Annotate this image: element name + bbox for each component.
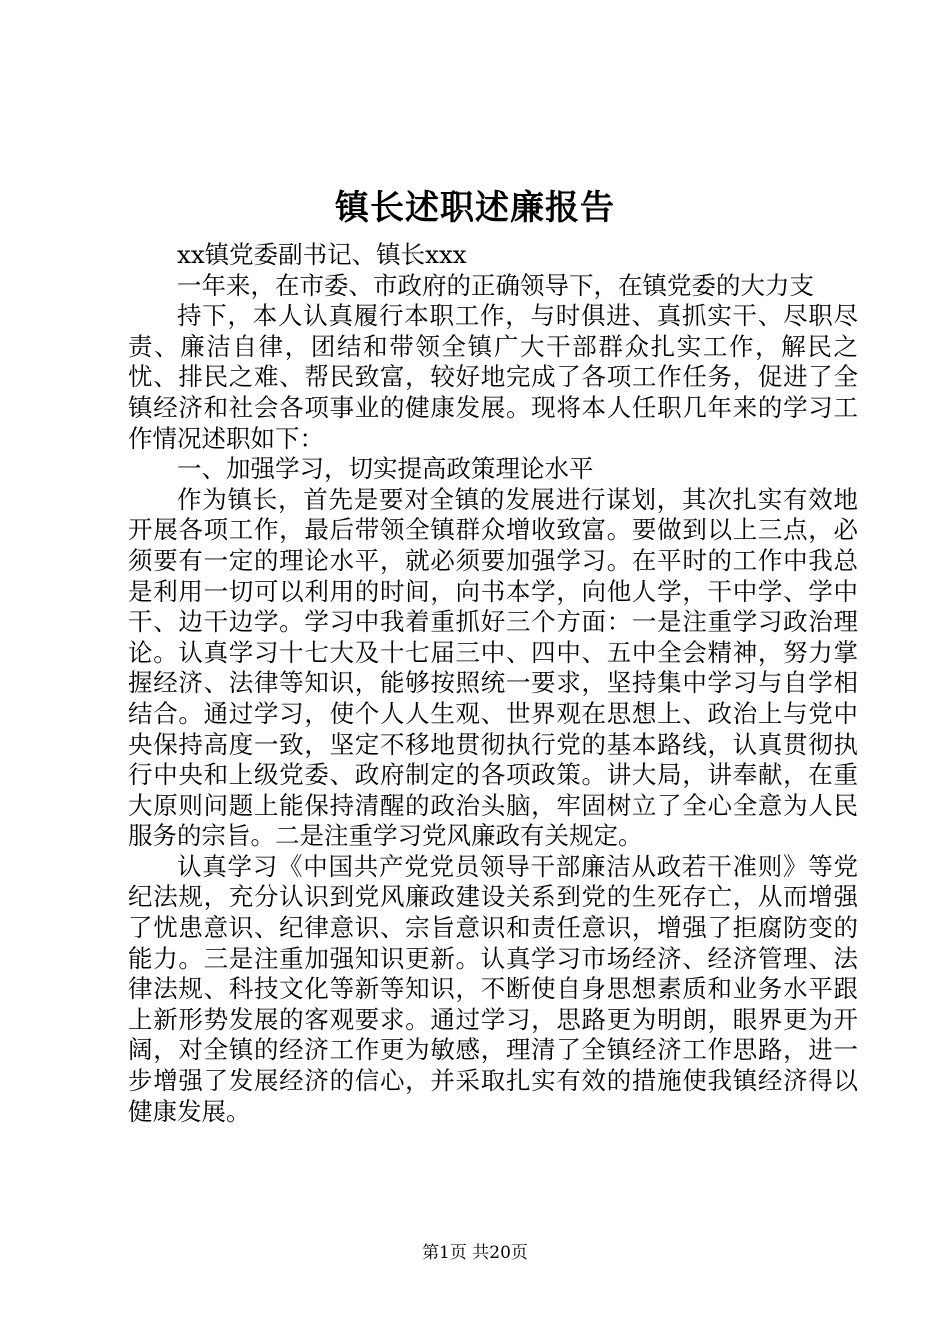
body-paragraph: 认真学习《中国共产党党员领导干部廉洁从政若干准则》等党纪法规，充分认识到党风廉政建设关系到党的生死存亡，从而增强了忧患意识、纪律意识、宗旨意识和责任意识，增强了拒腐防变的能力。三是注重加强知识更新。认真学习市场经济、经济管理、法律法规、科技文化等新等知识，不断使自身思想素质和业务水平跟上新形势发展的客观要求。通过学习，思路更为明朗，眼界更为开阔，对全镇的经济工作更为敏感，理清了全镇经济工作思路，进一步增强了发展经济的信心，并采取扎实有效的措施使我镇经济得以健康发展。 — [128, 851, 858, 1126]
section-heading: 一、加强学习，切实提高政策理论水平 — [177, 454, 594, 484]
page-number-footer: 第1页 共20页 — [422, 1243, 528, 1263]
body-paragraph: 作为镇长，首先是要对全镇的发展进行谋划，其次扎实有效地开展各项工作，最后带领全镇群众增收致富。要做到以上三点，必须要有一定的理论水平，就必须要加强学习。在平时的工作中我总是利用一切可以利用的时间，向书本学，向他人学，干中学、学中干、边干边学。学习中我着重抓好三个方面：一是注重学习政治理论。认真学习十七大及十七届三中、四中、五中全会精神，努力掌握经济、法律等知识，能够按照统一要求，坚持集中学习与自学相结合。通过学习，使个人人生观、世界观在思想上、政治上与党中央保持高度一致，坚定不移地贯彻执行党的基本路线，认真贯彻执行中央和上级党委、政府制定的各项政策。讲大局，讲奉献，在重大原则问题上能保持清醒的政治头脑，牢固树立了全心全意为人民服务的宗旨。二是注重学习党风廉政有关规定。 — [128, 484, 858, 851]
author-line: xx镇党委副书记、镇长xxx — [177, 240, 467, 269]
body-paragraph: 一年来，在市委、市政府的正确领导下，在镇党委的大力支 — [177, 270, 814, 300]
body-paragraph: 持下，本人认真履行本职工作，与时俱进、真抓实干、尽职尽责、廉洁自律，团结和带领全镇广大干部群众扎实工作，解民之忧、排民之难、帮民致富，较好地完成了各项工作任务，促进了全镇经济和社会各项事业的健康发展。现将本人任职几年来的学习工作情况述职如下： — [128, 301, 858, 453]
document-body — [128, 240, 858, 1127]
document-title: 镇长述职述廉报告 — [335, 188, 615, 228]
